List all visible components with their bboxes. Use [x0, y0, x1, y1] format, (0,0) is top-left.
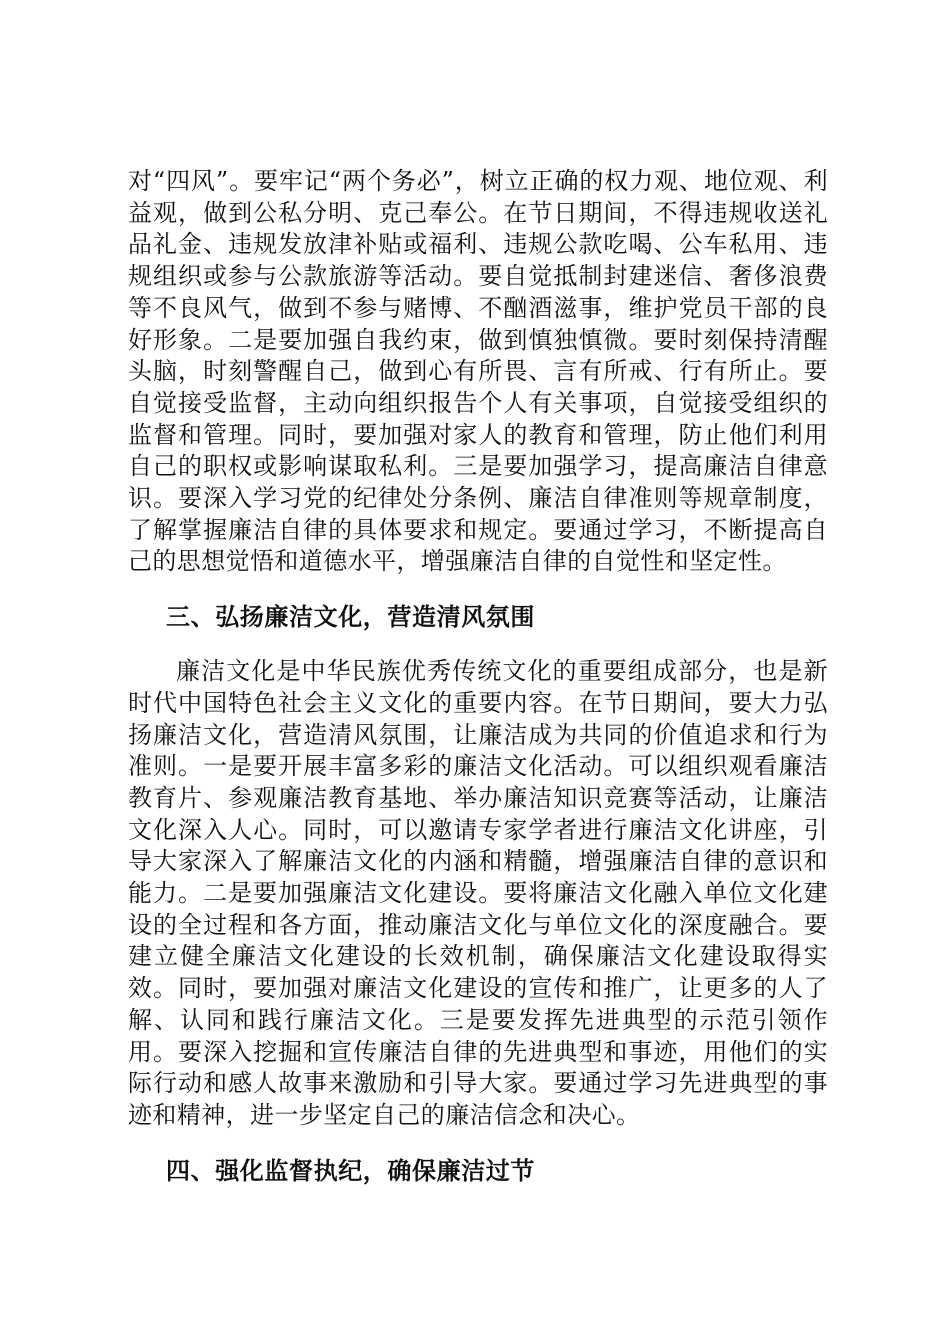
spacer	[128, 578, 828, 601]
paragraph-continuation: 对“四风”。要牢记“两个务必”，树立正确的权力观、地位观、利益观，做到公私分明、克己奉公。在节日期间，不得违规收送礼品礼金、违规发放津补贴或福利、违规公款吃喝、公车私用、违规组织或参与公款旅游等活动。要自觉抵制封建迷信、奢侈浪费等不良风气，做到不参与赌博、不酗酒滋事，维护党员干部的良好形象。二是要加强自我约束，做到慎独慎微。要时刻保持清醒头脑，时刻警醒自己，做到心有所畏、言有所戒、行有所止。要自觉接受监督，主动向组织报告个人有关事项，自觉接受组织的监督和管理。同时，要加强对家人的教育和管理，防止他们利用自己的职权或影响谋取私利。三是要加强学习，提高廉洁自律意识。要深入学习党的纪律处分条例、廉洁自律准则等规章制度，了解掌握廉洁自律的具体要求和规定。要通过学习，不断提高自己的思想觉悟和道德水平，增强廉洁自律的自觉性和坚定性。	[128, 167, 828, 576]
spacer	[128, 1132, 828, 1155]
section-heading-4: 四、强化监督执纪，确保廉洁过节	[166, 1155, 535, 1185]
section-heading-3: 三、弘扬廉洁文化，营造清风氛围	[166, 602, 535, 632]
document-body	[128, 166, 828, 1187]
spacer	[128, 633, 828, 656]
paragraph-section-3: 廉洁文化是中华民族优秀传统文化的重要组成部分，也是新时代中国特色社会主义文化的重要内容。在节日期间，要大力弘扬廉洁文化，营造清风氛围，让廉洁成为共同的价值追求和行为准则。一是要开展丰富多彩的廉洁文化活动。可以组织观看廉洁教育片、参观廉洁教育基地、举办廉洁知识竞赛等活动，让廉洁文化深入人心。同时，可以邀请专家学者进行廉洁文化讲座，引导大家深入了解廉洁文化的内涵和精髓，增强廉洁自律的意识和能力。二是要加强廉洁文化建设。要将廉洁文化融入单位文化建设的全过程和各方面，推动廉洁文化与单位文化的深度融合。要建立健全廉洁文化建设的长效机制，确保廉洁文化建设取得实效。同时，要加强对廉洁文化建设的宣传和推广，让更多的人了解、认同和践行廉洁文化。三是要发挥先进典型的示范引领作用。要深入挖掘和宣传廉洁自律的先进典型和事迹，用他们的实际行动和感人故事来激励和引导大家。要通过学习先进典型的事迹和精神，进一步坚定自己的廉洁信念和决心。	[128, 657, 828, 1129]
